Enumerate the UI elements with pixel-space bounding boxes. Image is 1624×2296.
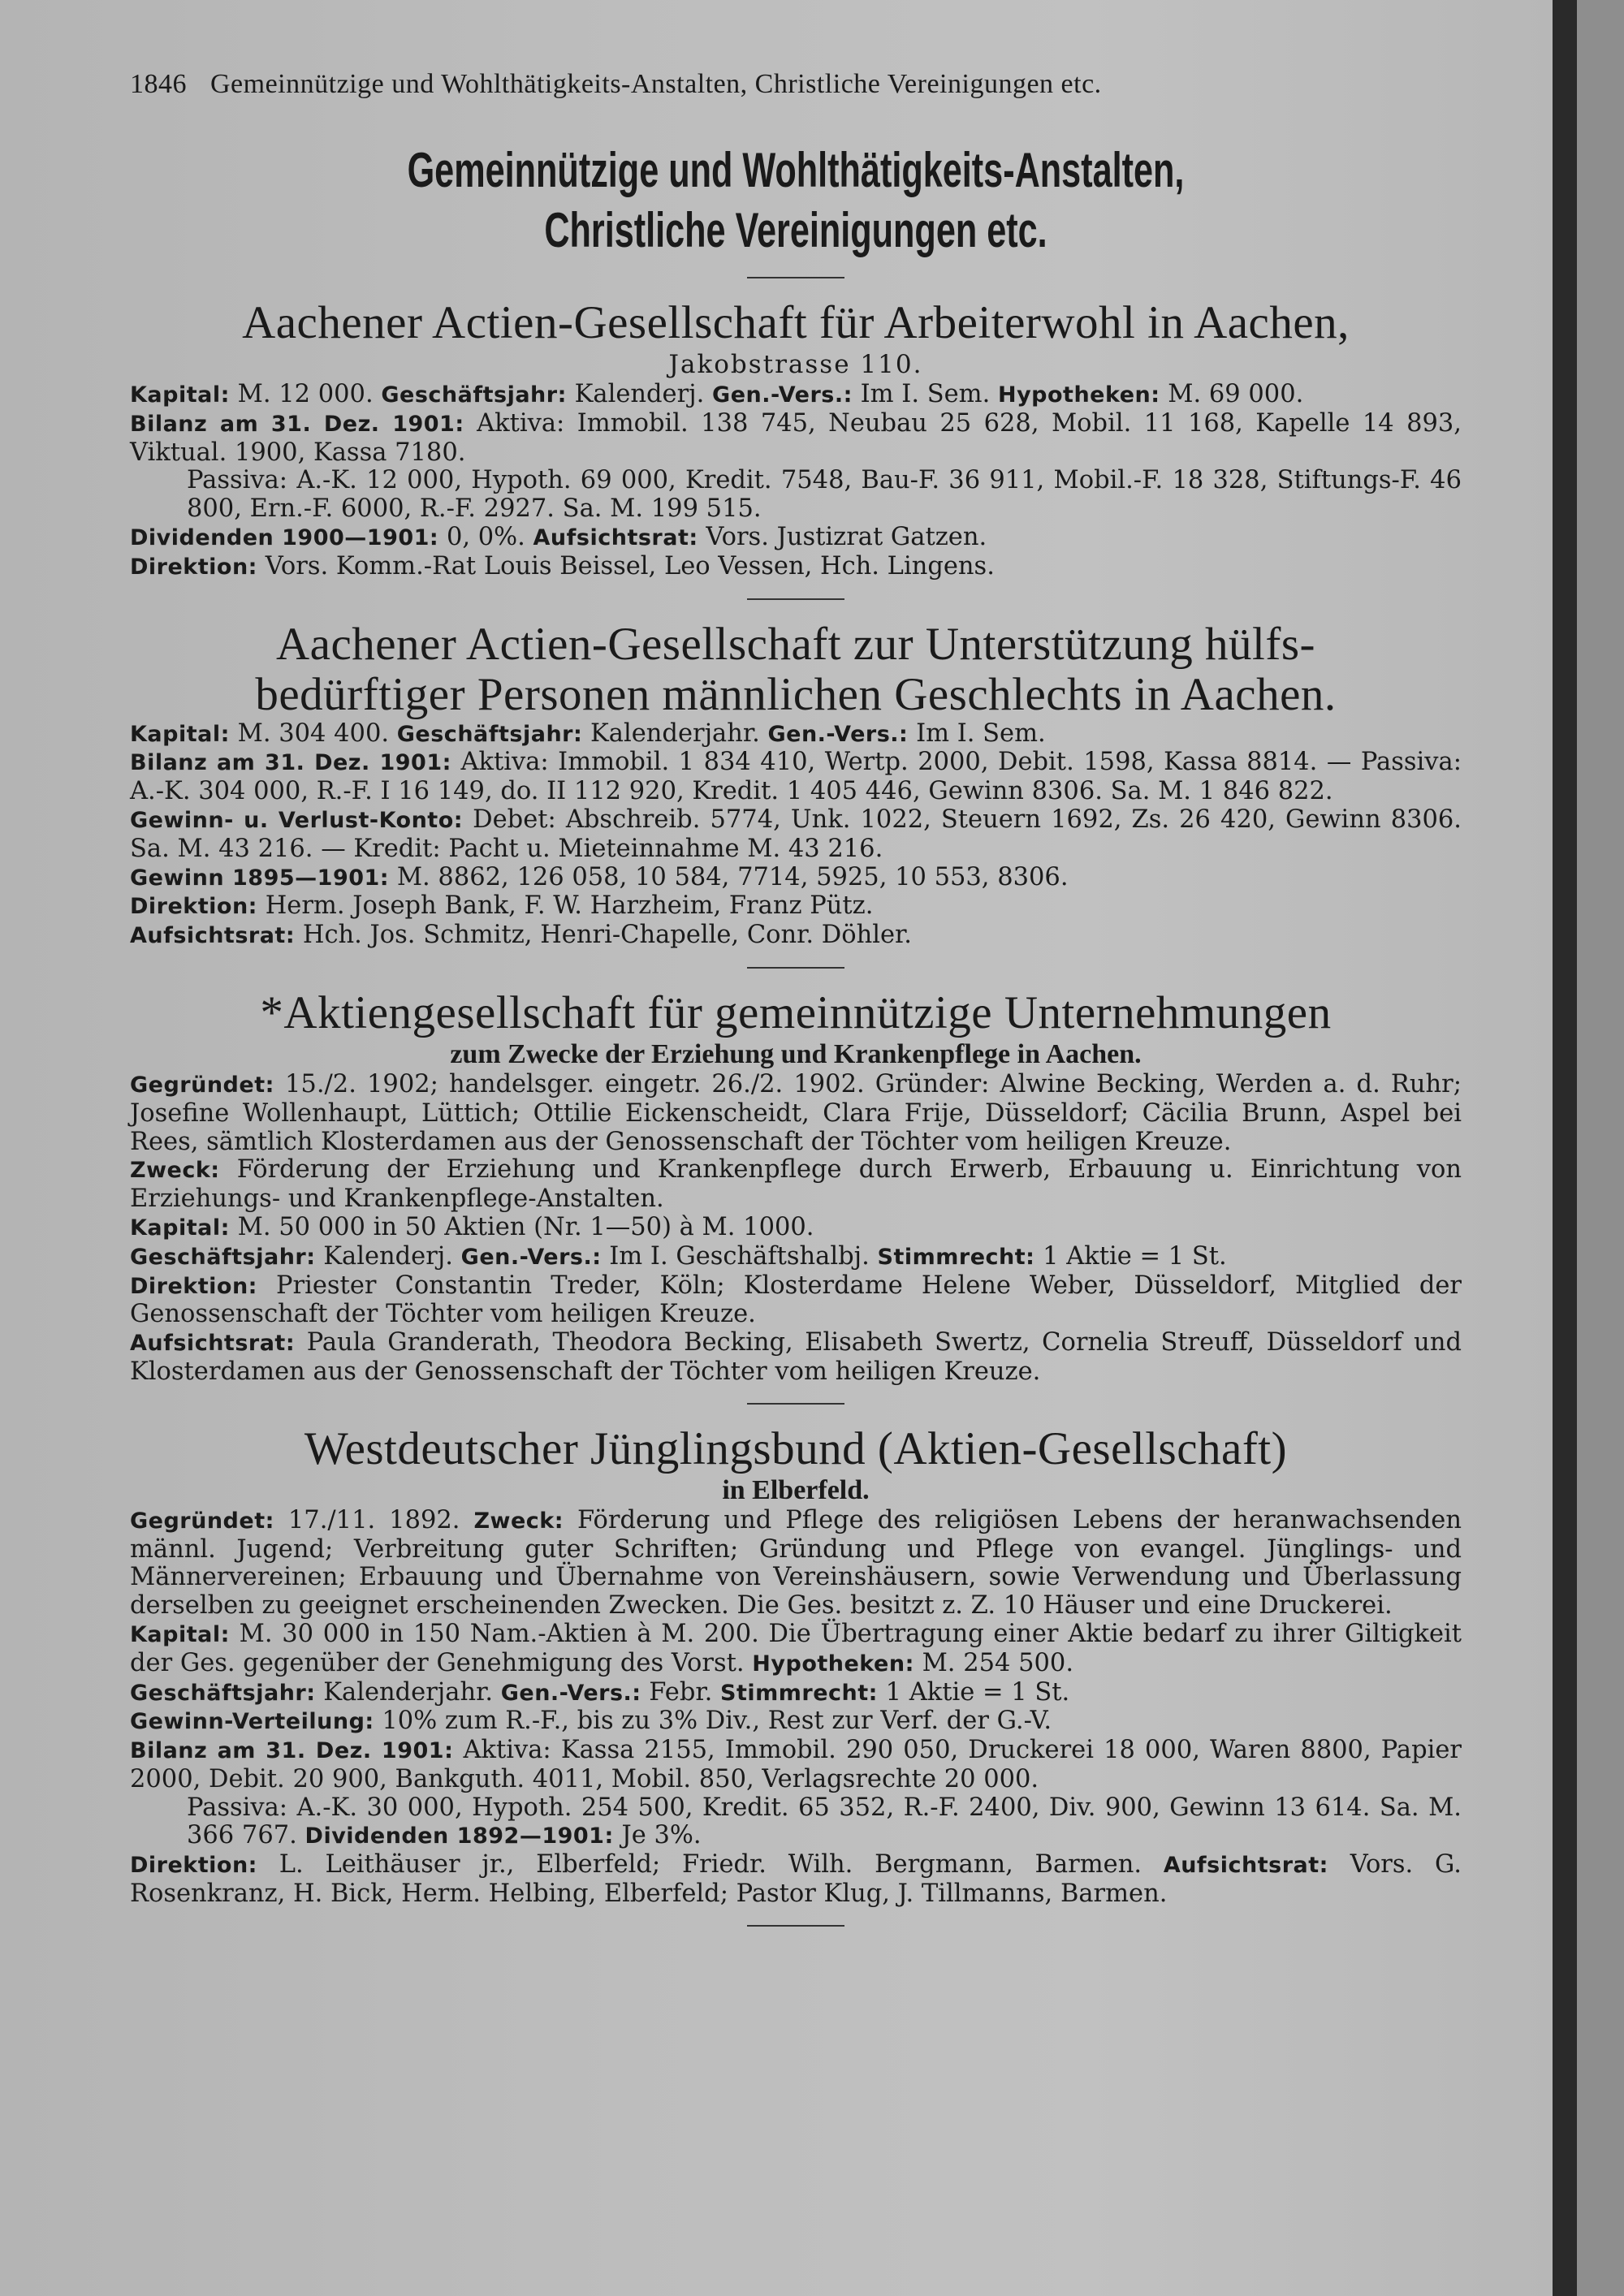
geschaeftsjahr-value: Kalenderj. [323,1241,453,1271]
field-label: Direktion: [130,1273,257,1299]
dividenden-value: Je 3%. [621,1821,702,1850]
bilanz-passiva: Passiva: A.-K. 12 000, Hypoth. 69 000, Kredit. 7548, Bau-F. 36 911, Mobil.-F. 18 328, Stiftungs-F. 46 800, Ern.-F. 6000, R.-F. 2927. Sa. M. 199 515. [187,466,1462,524]
entry-title-line-1: Aachener Actien-Gesellschaft zur Unterstützung hülfs- [275,618,1316,670]
dividenden-value: 0, 0%. [446,522,525,551]
field-label: Zweck: [473,1508,564,1534]
page-content [130,69,1462,1946]
divider [747,1403,844,1405]
direktion-value: Priester Constantin Treder, Köln; Klosterdame Helene Weber, Düsseldorf, Mitglied der Genossenschaft der Töchter vom heiligen Kreuze. [130,1271,1462,1329]
aufsichtsrat-value: Vors. G. Rosenkranz, H. Bick, Herm. Helbing, Elberfeld; Pastor Klug, J. Tillmanns, Barmen. [130,1850,1462,1909]
field-label: Bilanz am 31. Dez. 1901: [130,750,451,776]
section-title [130,140,1462,261]
field-label: Bilanz am 31. Dez. 1901: [130,1738,454,1764]
field-label: Gegründet: [130,1508,274,1534]
field-label: Direktion: [130,1853,257,1879]
entry-title: Westdeutscher Jünglingsbund (Aktien-Gesellschaft) [304,1422,1288,1474]
stimmrecht-value: 1 Aktie = 1 St. [1043,1241,1227,1271]
field-label: Gen.-Vers.: [500,1680,641,1706]
field-label: Hypotheken: [752,1651,914,1677]
guv-value: Debet: Abschreib. 5774, Unk. 1022, Steuern 1692, Zs. 26 420, Gewinn 8306. Sa. M. 43 216. — Kredit: Pacht u. Mieteinnahme M. 43 216. [130,805,1462,863]
entry-address: Jakobstrasse 110. [668,350,923,379]
zweck-value: Förderung und Pflege des religiösen Lebens der heranwachsenden männl. Jugend; Verbreitung guter Schriften; Gründung und Pflege von evangel. Jünglings- und Männervereinen; Erbauung und Übernahme von Vereinshäusern, sowie Verwendung und Überlassung derselben zu geeignet erscheinenden Zwecken. Die Ges. besitzt z. Z. 10 Häuser und eine Druckerei. [130,1505,1462,1621]
divider [747,598,844,600]
entry-juenglingsbund [130,1424,1462,1909]
field-label: Direktion: [130,554,257,580]
running-header [130,69,1462,100]
field-label: Kapital: [130,1621,230,1647]
kapital-value: M. 30 000 in 150 Nam.-Aktien à M. 200. Die Übertragung einer Aktie bedarf zu ihrer Giltigkeit der Ges. gegenüber der Genehmigung des Vorst. [130,1619,1462,1677]
field-label: Kapital: [130,1215,230,1241]
gen-vers-value: Im I. Geschäftshalbj. [609,1241,870,1271]
field-label: Gewinn 1895—1901: [130,865,390,891]
section-title-line-1: Gemeinnützige und Wohlthätigkeits-Anstalten, [407,143,1185,197]
entry-unterstuetzung [130,619,1462,951]
field-label: Gen.-Vers.: [712,382,853,408]
direktion-value: L. Leithäuser jr., Elberfeld; Friedr. Wilh. Bergmann, Barmen. [279,1850,1142,1880]
entry-body [130,1071,1462,1387]
field-label: Aufsichtsrat: [130,923,296,949]
entry-body [130,1507,1462,1909]
field-label: Aufsichtsrat: [130,1331,296,1357]
field-label: Geschäftsjahr: [396,721,583,747]
bilanz-passiva: Passiva: A.-K. 30 000, Hypoth. 254 500, Kredit. 65 352, R.-F. 2400, Div. 900, Gewinn 13 614. Sa. M. 366 767. [187,1793,1462,1850]
zweck-value: Förderung der Erziehung und Krankenpflege durch Erwerb, Erbauung u. Einrichtung von Erziehungs- und Krankenpflege-Anstalten. [130,1155,1462,1214]
section-title-line-2: Christliche Vereinigungen etc. [544,203,1047,257]
field-label: Bilanz am 31. Dez. 1901: [130,411,464,437]
bilanz-aktiva: Aktiva: Kassa 2155, Immobil. 290 050, Druckerei 18 000, Waren 8800, Papier 2000, Debit. 20 900, Bankguth. 4011, Mobil. 850, Verlagsrechte 20 000. [130,1736,1462,1793]
geschaeftsjahr-value: Kalenderj. [574,380,705,408]
stimmrecht-value: 1 Aktie = 1 St. [885,1677,1070,1707]
field-label: Gen.-Vers.: [460,1244,602,1270]
aufsichtsrat-value: Vors. Justizrat Gatzen. [706,522,987,551]
direktion-value: Herm. Joseph Bank, F. W. Harzheim, Franz Pütz. [265,891,874,921]
gen-vers-value: Im I. Sem. [860,380,991,408]
entry-gemeinnuetzige-unternehmungen [130,988,1462,1387]
entry-body [130,381,1462,582]
entry-title: Aachener Actien-Gesellschaft für Arbeiterwohl in Aachen, [242,297,1350,348]
direktion-value: Vors. Komm.-Rat Louis Beissel, Leo Vessen, Hch. Lingens. [265,551,995,580]
field-label: Stimmrecht: [877,1244,1035,1270]
field-label: Geschäftsjahr: [381,382,567,408]
gen-vers-value: Febr. [649,1677,713,1707]
field-label: Hypotheken: [997,382,1160,408]
entry-title: *Aktiengesellschaft für gemeinnützige Unternehmungen [260,986,1332,1038]
field-label: Geschäftsjahr: [130,1244,316,1270]
entry-subtitle: in Elberfeld. [722,1474,870,1505]
field-label: Stimmrecht: [720,1680,878,1706]
kapital-value: M. 12 000. [237,380,374,408]
divider [747,277,844,278]
geschaeftsjahr-value: Kalenderjahr. [323,1677,494,1707]
kapital-value: M. 304 400. [237,719,390,748]
field-label: Direktion: [130,894,257,920]
divider [747,967,844,969]
field-label: Kapital: [130,382,230,408]
geschaeftsjahr-value: Kalenderjahr. [590,719,760,748]
gegruendet-value: 17./11. 1892. [287,1505,460,1534]
aufsichtsrat-value: Hch. Jos. Schmitz, Henri-Chapelle, Conr. Döhler. [302,921,912,950]
gewinn-value: M. 8862, 126 058, 10 584, 7714, 5925, 10 553, 8306. [396,862,1069,891]
gen-vers-value: Im I. Sem. [916,719,1046,748]
field-label: Aufsichtsrat: [1163,1853,1328,1879]
entry-arbeiterwohl [130,298,1462,582]
hypotheken-value: M. 254 500. [922,1648,1074,1677]
field-label: Dividenden 1900—1901: [130,524,439,550]
aufsichtsrat-value: Paula Granderath, Theodora Becking, Elisabeth Swertz, Cornelia Streuff, Düsseldorf und Klosterdamen aus der Genossenschaft der Töchter vom heiligen Kreuze. [130,1328,1462,1386]
gegruendet-value: 15./2. 1902; handelsger. eingetr. 26./2. 1902. Gründer: Alwine Becking, Werden a. d. Ruhr; Josefine Wollenhaupt, Lüttich; Ottilie Eickenscheidt, Clara Frije, Düsseldorf; Cäcilia Brunn, Aspel bei Rees, sämtlich Klosterdamen aus der Genossenschaft der Töchter vom heiligen Kreuze. [130,1069,1462,1156]
field-label: Dividenden 1892—1901: [304,1823,614,1849]
bilanz-value: Aktiva: Immobil. 1 834 410, Wertp. 2000, Debit. 1598, Kassa 8814. — Passiva: A.-K. 304 000, R.-F. I 16 149, do. II 112 920, Kredit. 1 405 446, Gewinn 8306. Sa. M. 1 846 822. [130,748,1462,806]
scanner-background [1577,0,1624,2296]
entry-subtitle: zum Zwecke der Erziehung und Krankenpflege in Aachen. [450,1038,1142,1069]
field-label: Zweck: [130,1158,220,1184]
field-label: Gen.-Vers.: [767,721,909,747]
gewinn-verteilung-value: 10% zum R.-F., bis zu 3% Div., Rest zur Verf. der G.-V. [382,1707,1052,1736]
divider [747,1925,844,1927]
bilanz-aktiva: Aktiva: Immobil. 138 745, Neubau 25 628, Mobil. 11 168, Kapelle 14 893, Viktual. 1900, Kassa 7180. [130,408,1462,467]
running-title: Gemeinnützige und Wohlthätigkeits-Anstalten, Christliche Vereinigungen etc. [210,69,1102,99]
page-edge-shadow [1553,0,1577,2296]
field-label: Geschäftsjahr: [130,1680,316,1706]
page-number: 1846 [130,69,187,99]
field-label: Kapital: [130,721,230,747]
field-label: Aufsichtsrat: [533,524,698,550]
entry-body [130,720,1462,951]
hypotheken-value: M. 69 000. [1168,380,1304,408]
kapital-value: M. 50 000 in 50 Aktien (Nr. 1—50) à M. 1000. [237,1212,814,1241]
entry-title-line-2: bedürftiger Personen männlichen Geschlechts in Aachen. [255,668,1337,720]
field-label: Gegründet: [130,1072,274,1098]
field-label: Gewinn- u. Verlust-Konto: [130,807,464,833]
field-label: Gewinn-Verteilung: [130,1709,374,1735]
